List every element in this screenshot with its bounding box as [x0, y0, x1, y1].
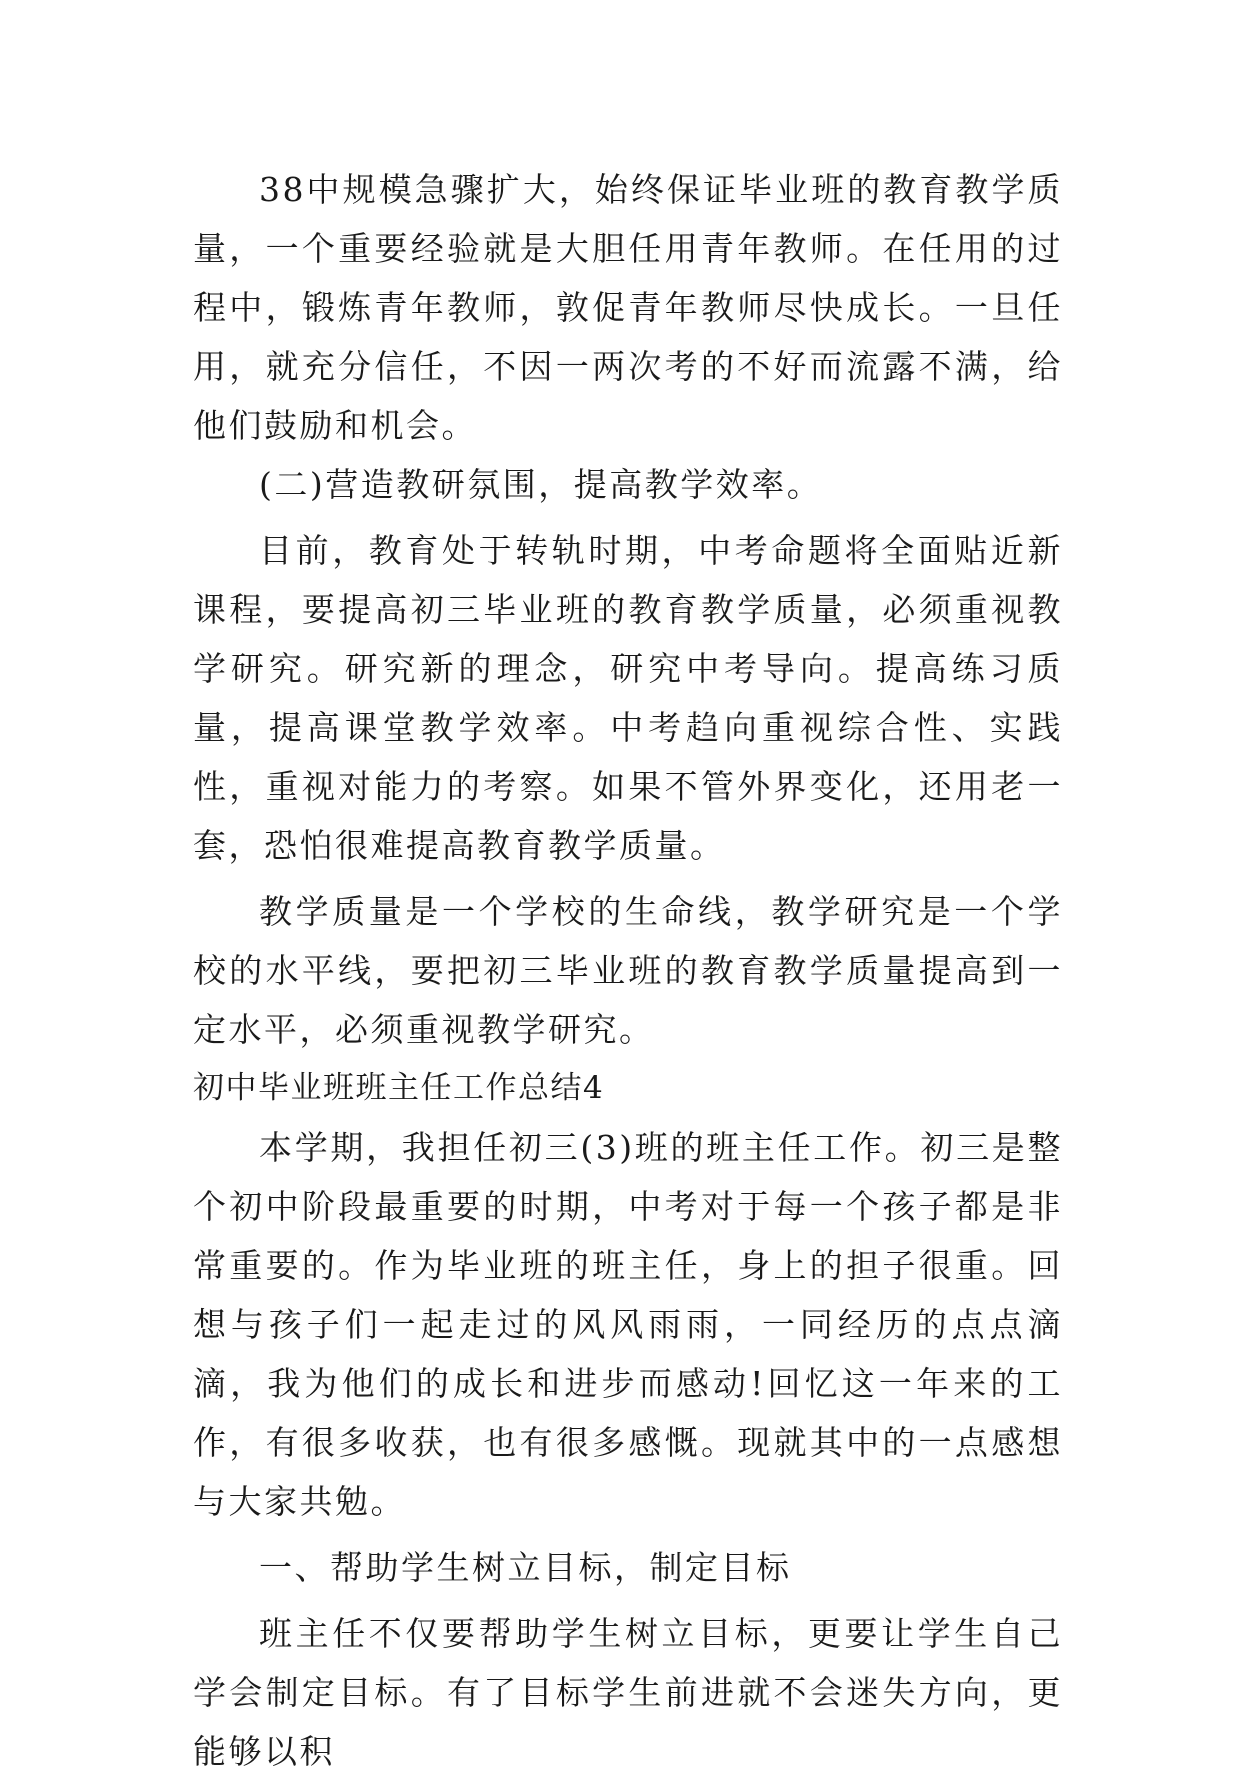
paragraph-young-teachers: 38中规模急骤扩大，始终保证毕业班的教育教学质量，一个重要经验就是大胆任用青年教师。在任用的过程中，锻炼青年教师，敦促青年教师尽快成长。一旦任用，就充分信任，不因一两次考的不好而流露不满，给他们鼓励和机会。: [193, 170, 1063, 445]
paragraph-class-introduction: 本学期，我担任初三(3)班的班主任工作。初三是整个初中阶段最重要的时期，中考对于每一个孩子都是非常重要的。作为毕业班的班主任，身上的担子很重。回想与孩子们一起走过的风风雨雨，一同经历的点点滴滴，我为他们的成长和进步而感动!回忆这一年来的工作，有很多收获，也有很多感慨。现就其中的一点感想与大家共勉。: [193, 1128, 1063, 1521]
document-title-summary-4: 初中毕业班班主任工作总结4: [193, 1070, 605, 1106]
document-body: [193, 160, 1063, 1781]
section-heading-goals: 一、帮助学生树立目标，制定目标: [259, 1548, 792, 1587]
section-heading-research: (二)营造教研氛围，提高教学效率。: [259, 465, 823, 504]
paragraph-setting-goals: 班主任不仅要帮助学生树立目标，更要让学生自己学会制定目标。有了目标学生前进就不会迷失方向，更能够以积: [193, 1614, 1063, 1771]
paragraph-quality-lifeline: 教学质量是一个学校的生命线，教学研究是一个学校的水平线，要把初三毕业班的教育教学质量提高到一定水平，必须重视教学研究。: [193, 892, 1063, 1049]
paragraph-curriculum-reform: 目前，教育处于转轨时期，中考命题将全面贴近新课程，要提高初三毕业班的教育教学质量，必须重视教学研究。研究新的理念，研究中考导向。提高练习质量，提高课堂教学效率。中考趋向重视综合性、实践性，重视对能力的考察。如果不管外界变化，还用老一套，恐怕很难提高教育教学质量。: [193, 531, 1063, 865]
